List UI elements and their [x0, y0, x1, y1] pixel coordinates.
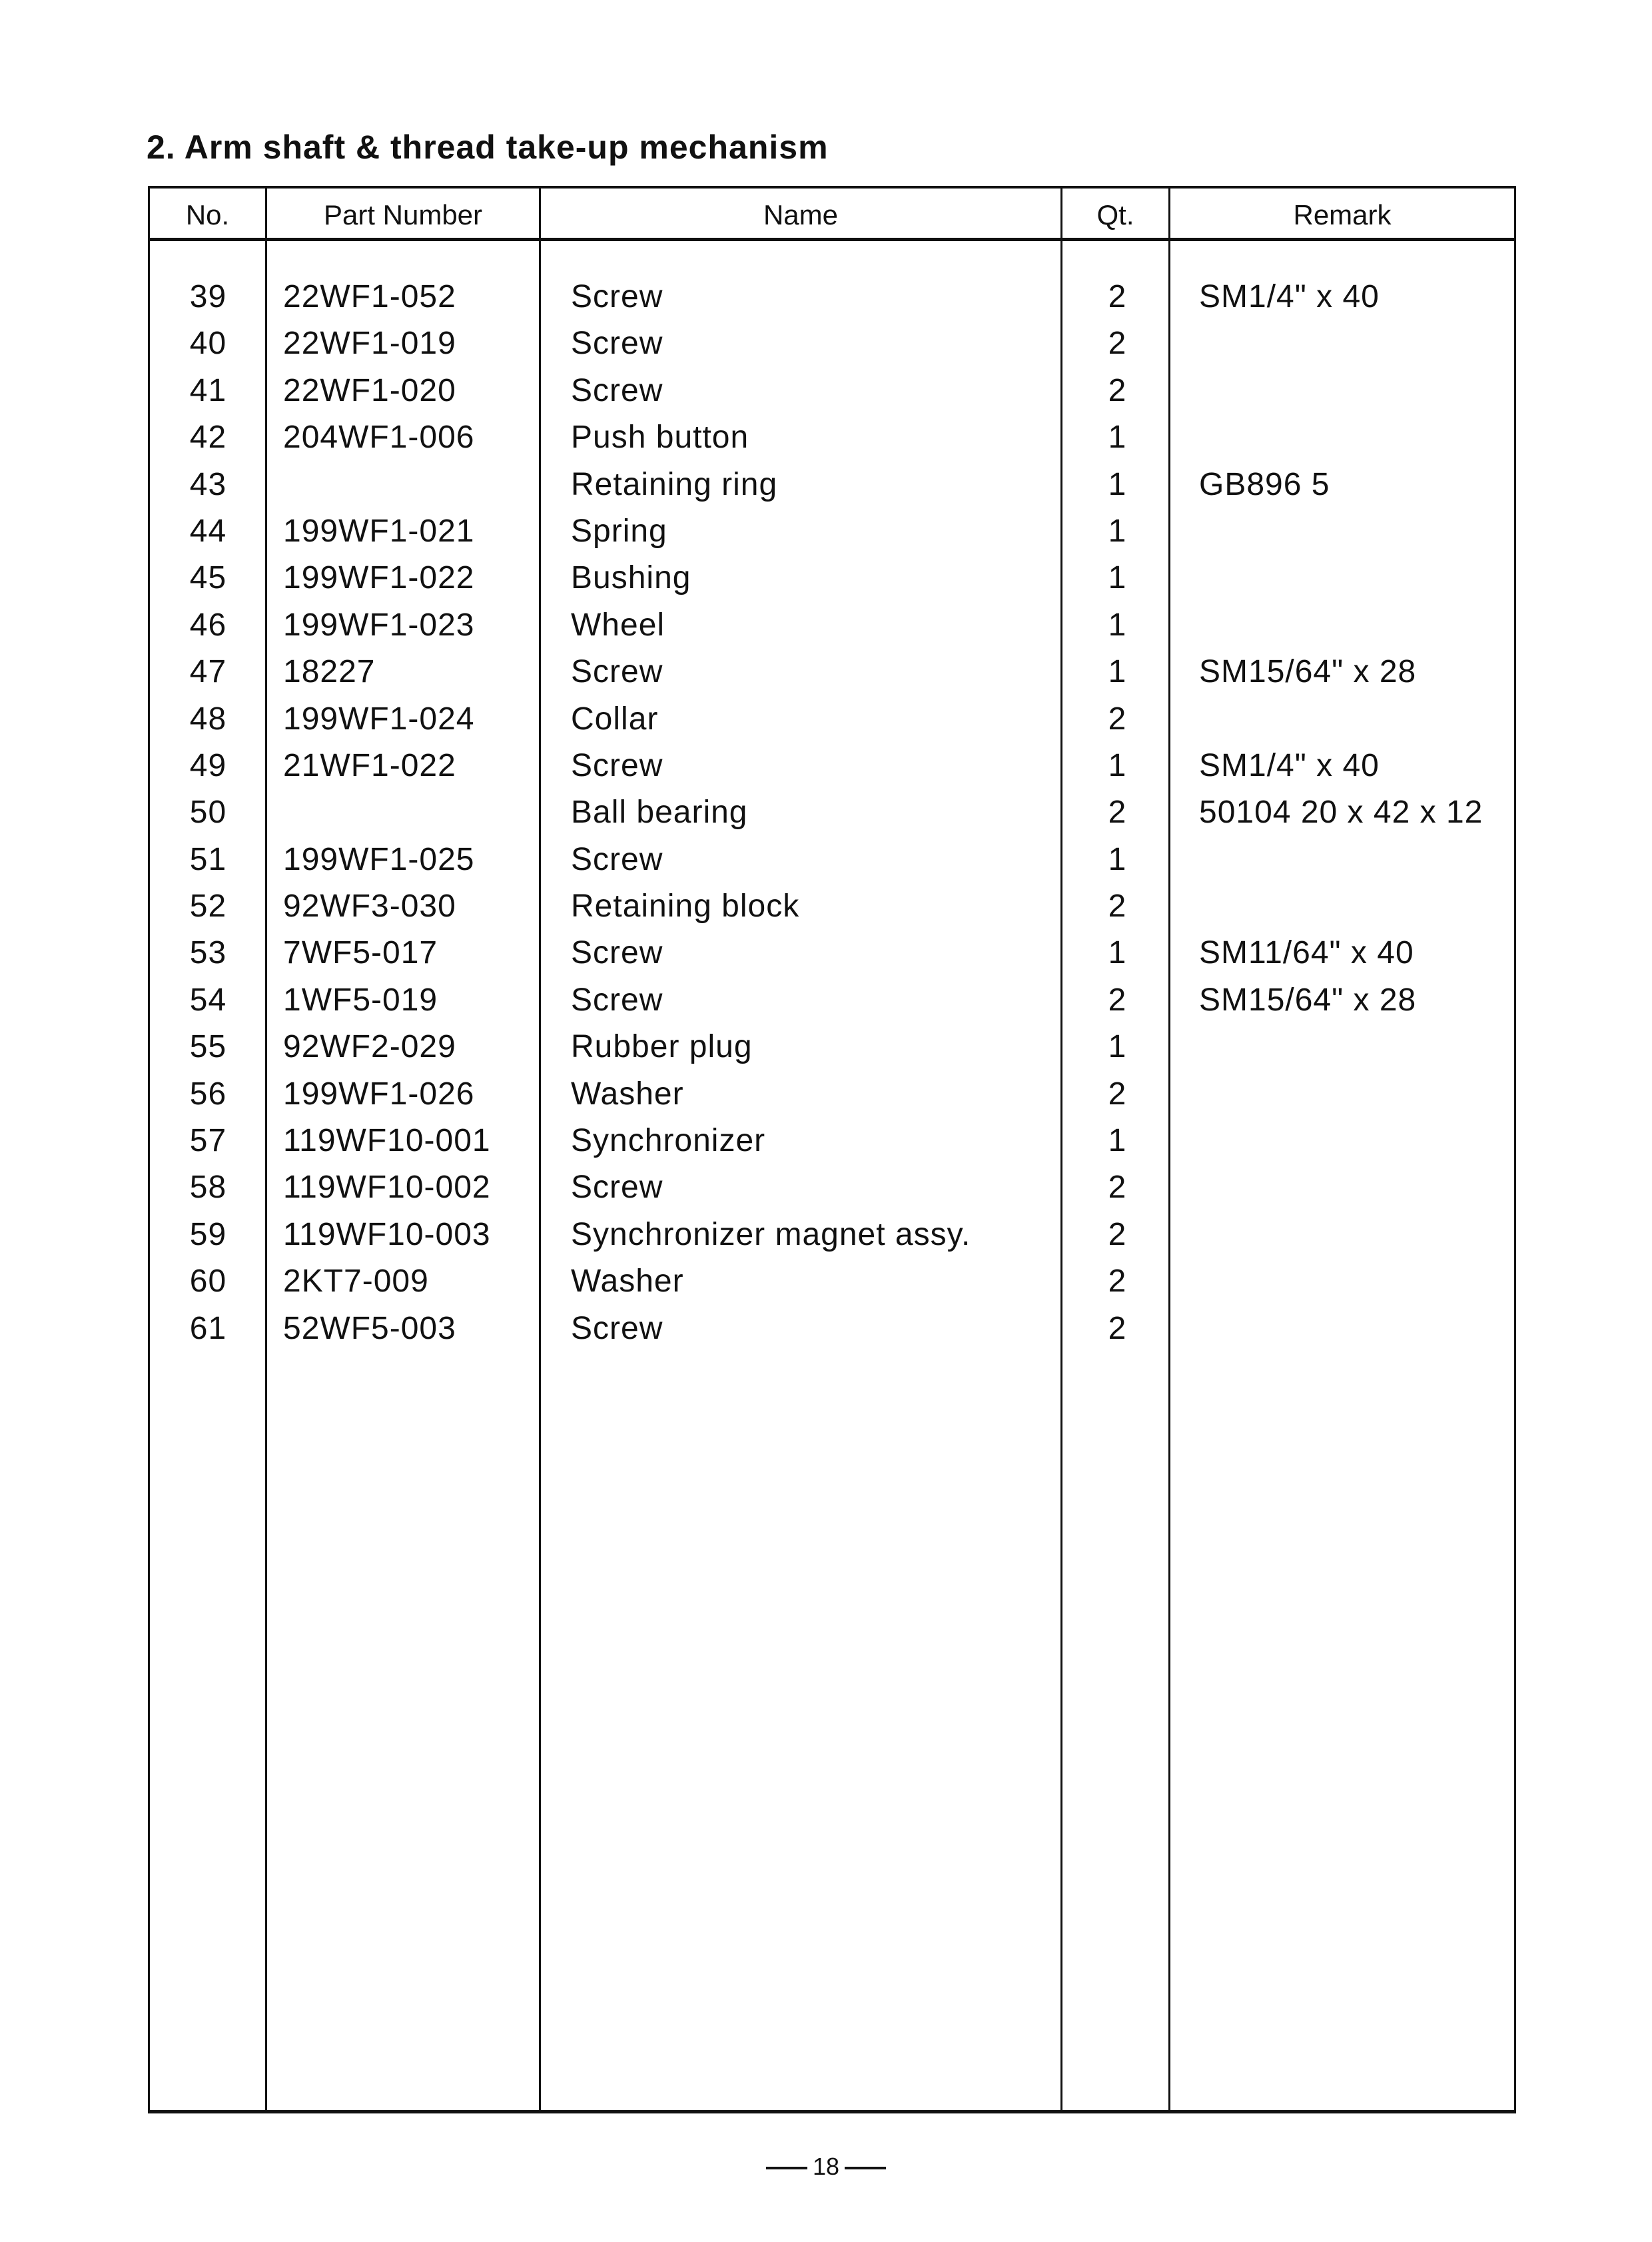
- cell-no: 47: [189, 654, 227, 690]
- cell-part-number: 21WF1-022: [283, 747, 456, 783]
- page-footer: [0, 2153, 1652, 2181]
- cell-qt: 2: [1108, 1216, 1127, 1252]
- cell-no: 49: [189, 747, 227, 783]
- cell-remark: SM1/4" x 40: [1199, 747, 1380, 783]
- cell-part-number: 92WF2-029: [283, 1029, 456, 1065]
- cell-qt: 1: [1108, 654, 1127, 690]
- cell-part-number: 119WF10-001: [283, 1123, 491, 1159]
- header-no: No.: [185, 199, 230, 230]
- table-row: [150, 883, 1514, 930]
- cell-part-number: 1WF5-019: [283, 982, 438, 1018]
- cell-no: 41: [189, 372, 227, 408]
- cell-part-number: 7WF5-017: [283, 935, 438, 971]
- cell-no: 39: [189, 279, 227, 314]
- table-row: [150, 1306, 1514, 1352]
- cell-no: 42: [189, 420, 227, 456]
- table-row: [150, 320, 1514, 367]
- cell-qt: 1: [1108, 513, 1127, 549]
- cell-qt: 2: [1108, 372, 1127, 408]
- table-row: [150, 602, 1514, 649]
- cell-qt: 1: [1108, 841, 1127, 877]
- cell-no: 50: [189, 795, 227, 831]
- table-row: [150, 837, 1514, 883]
- cell-no: 46: [189, 607, 227, 643]
- cell-name: Screw: [571, 747, 663, 783]
- cell-qt: 1: [1108, 747, 1127, 783]
- cell-qt: 2: [1108, 1076, 1127, 1112]
- table-row: [150, 555, 1514, 601]
- cell-name: Screw: [571, 982, 663, 1018]
- cell-no: 40: [189, 326, 227, 362]
- header-divider: [150, 238, 1514, 241]
- cell-remark: SM1/4" x 40: [1199, 279, 1380, 314]
- cell-name: Screw: [571, 1310, 663, 1346]
- table-row: [150, 977, 1514, 1024]
- cell-name: Screw: [571, 372, 663, 408]
- cell-name: Screw: [571, 654, 663, 690]
- cell-no: 43: [189, 466, 227, 502]
- section-title: 2. Arm shaft & thread take-up mechanism: [147, 129, 829, 166]
- cell-part-number: 199WF1-023: [283, 607, 475, 643]
- cell-part-number: 199WF1-021: [283, 513, 475, 549]
- cell-remark: SM11/64" x 40: [1199, 935, 1414, 971]
- table-row: [150, 930, 1514, 976]
- page-number: 18: [812, 2153, 840, 2180]
- cell-qt: 1: [1108, 1029, 1127, 1065]
- cell-remark: GB896 5: [1199, 466, 1330, 502]
- table-row: [150, 274, 1514, 320]
- cell-name: Rubber plug: [571, 1029, 753, 1065]
- cell-name: Synchronizer: [571, 1123, 766, 1159]
- cell-qt: 2: [1108, 701, 1127, 737]
- cell-no: 57: [189, 1123, 227, 1159]
- cell-name: Retaining ring: [571, 466, 778, 502]
- table-row: [150, 1071, 1514, 1118]
- table-row: [150, 649, 1514, 695]
- cell-qt: 1: [1108, 1123, 1127, 1159]
- cell-qt: 1: [1108, 420, 1127, 456]
- cell-qt: 1: [1108, 560, 1127, 596]
- cell-qt: 1: [1108, 466, 1127, 502]
- cell-part-number: 22WF1-052: [283, 279, 456, 314]
- cell-remark: SM15/64" x 28: [1199, 654, 1417, 690]
- cell-name: Screw: [571, 326, 663, 362]
- cell-name: Washer: [571, 1264, 684, 1300]
- cell-no: 53: [189, 935, 227, 971]
- cell-no: 48: [189, 701, 227, 737]
- cell-no: 54: [189, 982, 227, 1018]
- footer-dash: [845, 2167, 886, 2169]
- cell-qt: 2: [1108, 1310, 1127, 1346]
- cell-no: 55: [189, 1029, 227, 1065]
- cell-part-number: 92WF3-030: [283, 889, 456, 925]
- table-row: [150, 368, 1514, 414]
- cell-name: Wheel: [571, 607, 665, 643]
- cell-no: 45: [189, 560, 227, 596]
- cell-no: 61: [189, 1310, 227, 1346]
- cell-name: Screw: [571, 935, 663, 971]
- cell-part-number: 199WF1-022: [283, 560, 475, 596]
- cell-part-number: 199WF1-026: [283, 1076, 475, 1112]
- cell-part-number: 199WF1-024: [283, 701, 475, 737]
- cell-qt: 2: [1108, 982, 1127, 1018]
- cell-no: 59: [189, 1216, 227, 1252]
- cell-name: Collar: [571, 701, 659, 737]
- cell-name: Push button: [571, 420, 749, 456]
- cell-no: 56: [189, 1076, 227, 1112]
- table-row: [150, 1164, 1514, 1211]
- header-name: Name: [763, 199, 839, 230]
- cell-qt: 2: [1108, 1264, 1127, 1300]
- parts-table: [148, 186, 1516, 2113]
- cell-part-number: 204WF1-006: [283, 420, 475, 456]
- cell-no: 44: [189, 513, 227, 549]
- cell-qt: 1: [1108, 607, 1127, 643]
- cell-name: Spring: [571, 513, 667, 549]
- table-row: [150, 508, 1514, 555]
- cell-qt: 1: [1108, 935, 1127, 971]
- cell-no: 51: [189, 841, 227, 877]
- cell-no: 60: [189, 1264, 227, 1300]
- cell-name: Ball bearing: [571, 795, 748, 831]
- cell-part-number: 2KT7-009: [283, 1264, 429, 1300]
- header-remark: Remark: [1293, 199, 1392, 230]
- cell-qt: 2: [1108, 795, 1127, 831]
- cell-part-number: 18227: [283, 654, 376, 690]
- cell-part-number: 52WF5-003: [283, 1310, 456, 1346]
- footer-dash: [766, 2167, 807, 2169]
- cell-qt: 2: [1108, 326, 1127, 362]
- table-row: [150, 1258, 1514, 1305]
- cell-part-number: 22WF1-020: [283, 372, 456, 408]
- cell-remark: 50104 20 x 42 x 12: [1199, 795, 1483, 831]
- cell-name: Screw: [571, 1170, 663, 1206]
- cell-name: Bushing: [571, 560, 691, 596]
- table-row: [150, 1118, 1514, 1164]
- table-row: [150, 696, 1514, 743]
- table-row: [150, 1212, 1514, 1258]
- cell-part-number: 119WF10-003: [283, 1216, 491, 1252]
- table-row: [150, 462, 1514, 508]
- header-part-number: Part Number: [323, 199, 483, 230]
- cell-part-number: 22WF1-019: [283, 326, 456, 362]
- cell-name: Washer: [571, 1076, 684, 1112]
- cell-name: Retaining block: [571, 889, 800, 925]
- cell-name: Screw: [571, 841, 663, 877]
- cell-no: 52: [189, 889, 227, 925]
- table-row: [150, 743, 1514, 789]
- table-row: [150, 1024, 1514, 1070]
- header-qt: Qt.: [1096, 199, 1134, 230]
- table-row: [150, 789, 1514, 836]
- cell-part-number: 119WF10-002: [283, 1170, 491, 1206]
- table-body: [150, 274, 1514, 1352]
- cell-part-number: 199WF1-025: [283, 841, 475, 877]
- cell-qt: 2: [1108, 279, 1127, 314]
- cell-no: 58: [189, 1170, 227, 1206]
- cell-name: Screw: [571, 279, 663, 314]
- cell-qt: 2: [1108, 1170, 1127, 1206]
- table-row: [150, 414, 1514, 461]
- cell-name: Synchronizer magnet assy.: [571, 1216, 971, 1252]
- cell-remark: SM15/64" x 28: [1199, 982, 1417, 1018]
- cell-qt: 2: [1108, 889, 1127, 925]
